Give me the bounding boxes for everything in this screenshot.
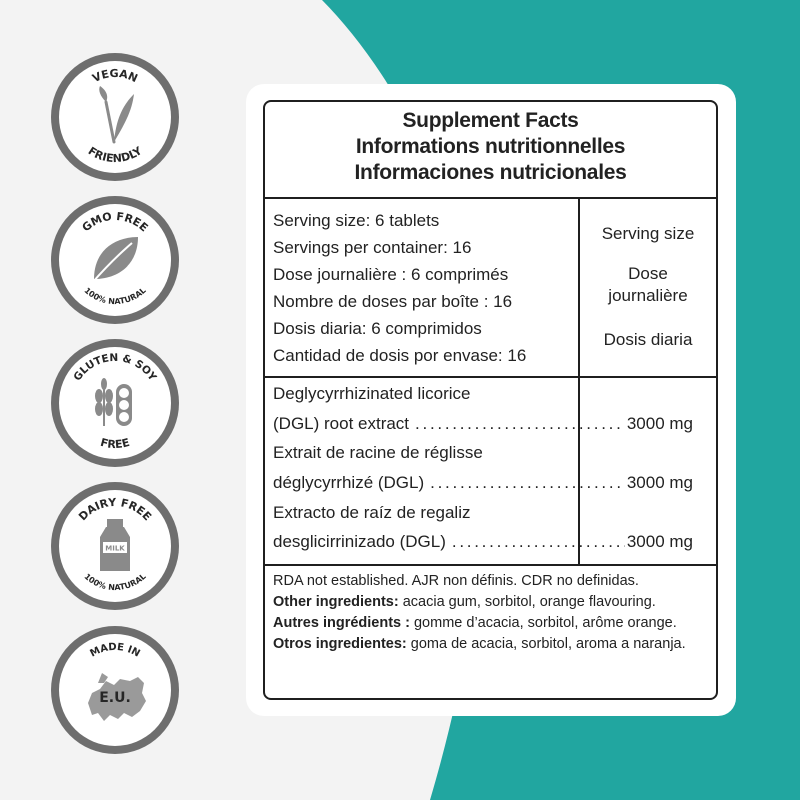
leader-dots: [430, 472, 625, 494]
badge-bottom-text: 100% NATURAL: [82, 571, 148, 593]
serving-line: Nombre de doses par boîte : 16: [273, 292, 513, 311]
ingredient-amount: 3000 mg: [626, 414, 693, 433]
gluten-soy-free-badge: [48, 336, 182, 470]
ingredient-row: [273, 413, 693, 435]
supplement-facts-label: [263, 100, 718, 700]
milk-label-text: MILK: [105, 544, 125, 553]
ingredient-row: [273, 472, 693, 494]
badge-center-text: E.U.: [99, 690, 131, 706]
made-in-eu-badge: [48, 623, 182, 757]
ingredient-name-line: déglycyrrhizé (DGL): [273, 473, 425, 492]
serving-line: Serving size: 6 tablets: [273, 211, 440, 230]
badge-top-text: VEGAN: [90, 66, 140, 86]
badge-top-text: GLUTEN & SOY: [71, 351, 159, 384]
label-header: [265, 102, 716, 199]
col-header-es: Dosis diaria: [603, 330, 693, 349]
ingredient-name-line: Extrait de racine de réglisse: [273, 443, 483, 462]
serving-line: Dose journalière : 6 comprimés: [273, 265, 509, 284]
serving-info: [265, 199, 580, 376]
serving-line: Dosis diaria: 6 comprimidos: [273, 319, 482, 338]
ingredient-amount: 3000 mg: [626, 532, 693, 551]
other-ingredients-fr: gomme d’acacia, sorbitol, arôme orange.: [409, 615, 677, 631]
label-footer: [265, 566, 716, 655]
ingredient-amount: 3000 mg: [626, 473, 693, 492]
other-ingredients-fr-label: Autres ingrédients :: [273, 615, 410, 631]
other-ingredients-es: goma de acacia, sorbitol, aroma a naranja.: [406, 636, 686, 652]
rda-note: RDA not established. AJR non définis. CDR no definidas.: [273, 573, 639, 589]
other-ingredients-es-label: Otros ingredientes:: [273, 636, 407, 652]
other-ingredients-en-label: Other ingredients:: [273, 594, 399, 610]
ingredient-name-line: (DGL) root extract: [273, 414, 410, 433]
serving-line: Cantidad de dosis por envase: 16: [273, 346, 527, 365]
badge-bottom-text: FREE: [99, 435, 131, 452]
serving-section: [265, 199, 716, 378]
ingredient-name-line: desglicirrinizado (DGL): [273, 532, 446, 551]
gmo-free-badge: [48, 193, 182, 327]
title-es: Informaciones nutricionales: [354, 161, 627, 184]
other-ingredients-en: acacia gum, sorbitol, orange flavouring.: [398, 594, 656, 610]
vegan-friendly-badge: [48, 50, 182, 184]
leader-dots: [452, 531, 625, 553]
ingredient-name-line: Extracto de raíz de regaliz: [273, 503, 471, 522]
badge-top-text: MADE IN: [88, 641, 142, 660]
badge-bottom-text: 100% NATURAL: [82, 285, 148, 307]
badge-top-text: DAIRY FREE: [76, 495, 154, 524]
serving-line: Servings per container: 16: [273, 238, 472, 257]
col-header-fr: [580, 263, 716, 307]
badge-bottom-text: FRIENDLY: [85, 144, 145, 166]
badge-top-text: GMO FREE: [79, 209, 151, 235]
title-fr: Informations nutritionnelles: [355, 135, 626, 158]
title-en: Supplement Facts: [402, 109, 579, 132]
col-header-fr-line2: journalière: [608, 286, 688, 305]
col-header-fr-line1: Dose: [628, 264, 668, 283]
dairy-free-badge: [48, 479, 182, 613]
col-header-en: Serving size: [601, 224, 695, 243]
ingredient-row: [273, 531, 693, 553]
ingredient-name-line: Deglycyrrhizinated licorice: [273, 384, 471, 403]
ingredients-section: [265, 378, 716, 566]
leader-dots: [415, 413, 625, 435]
